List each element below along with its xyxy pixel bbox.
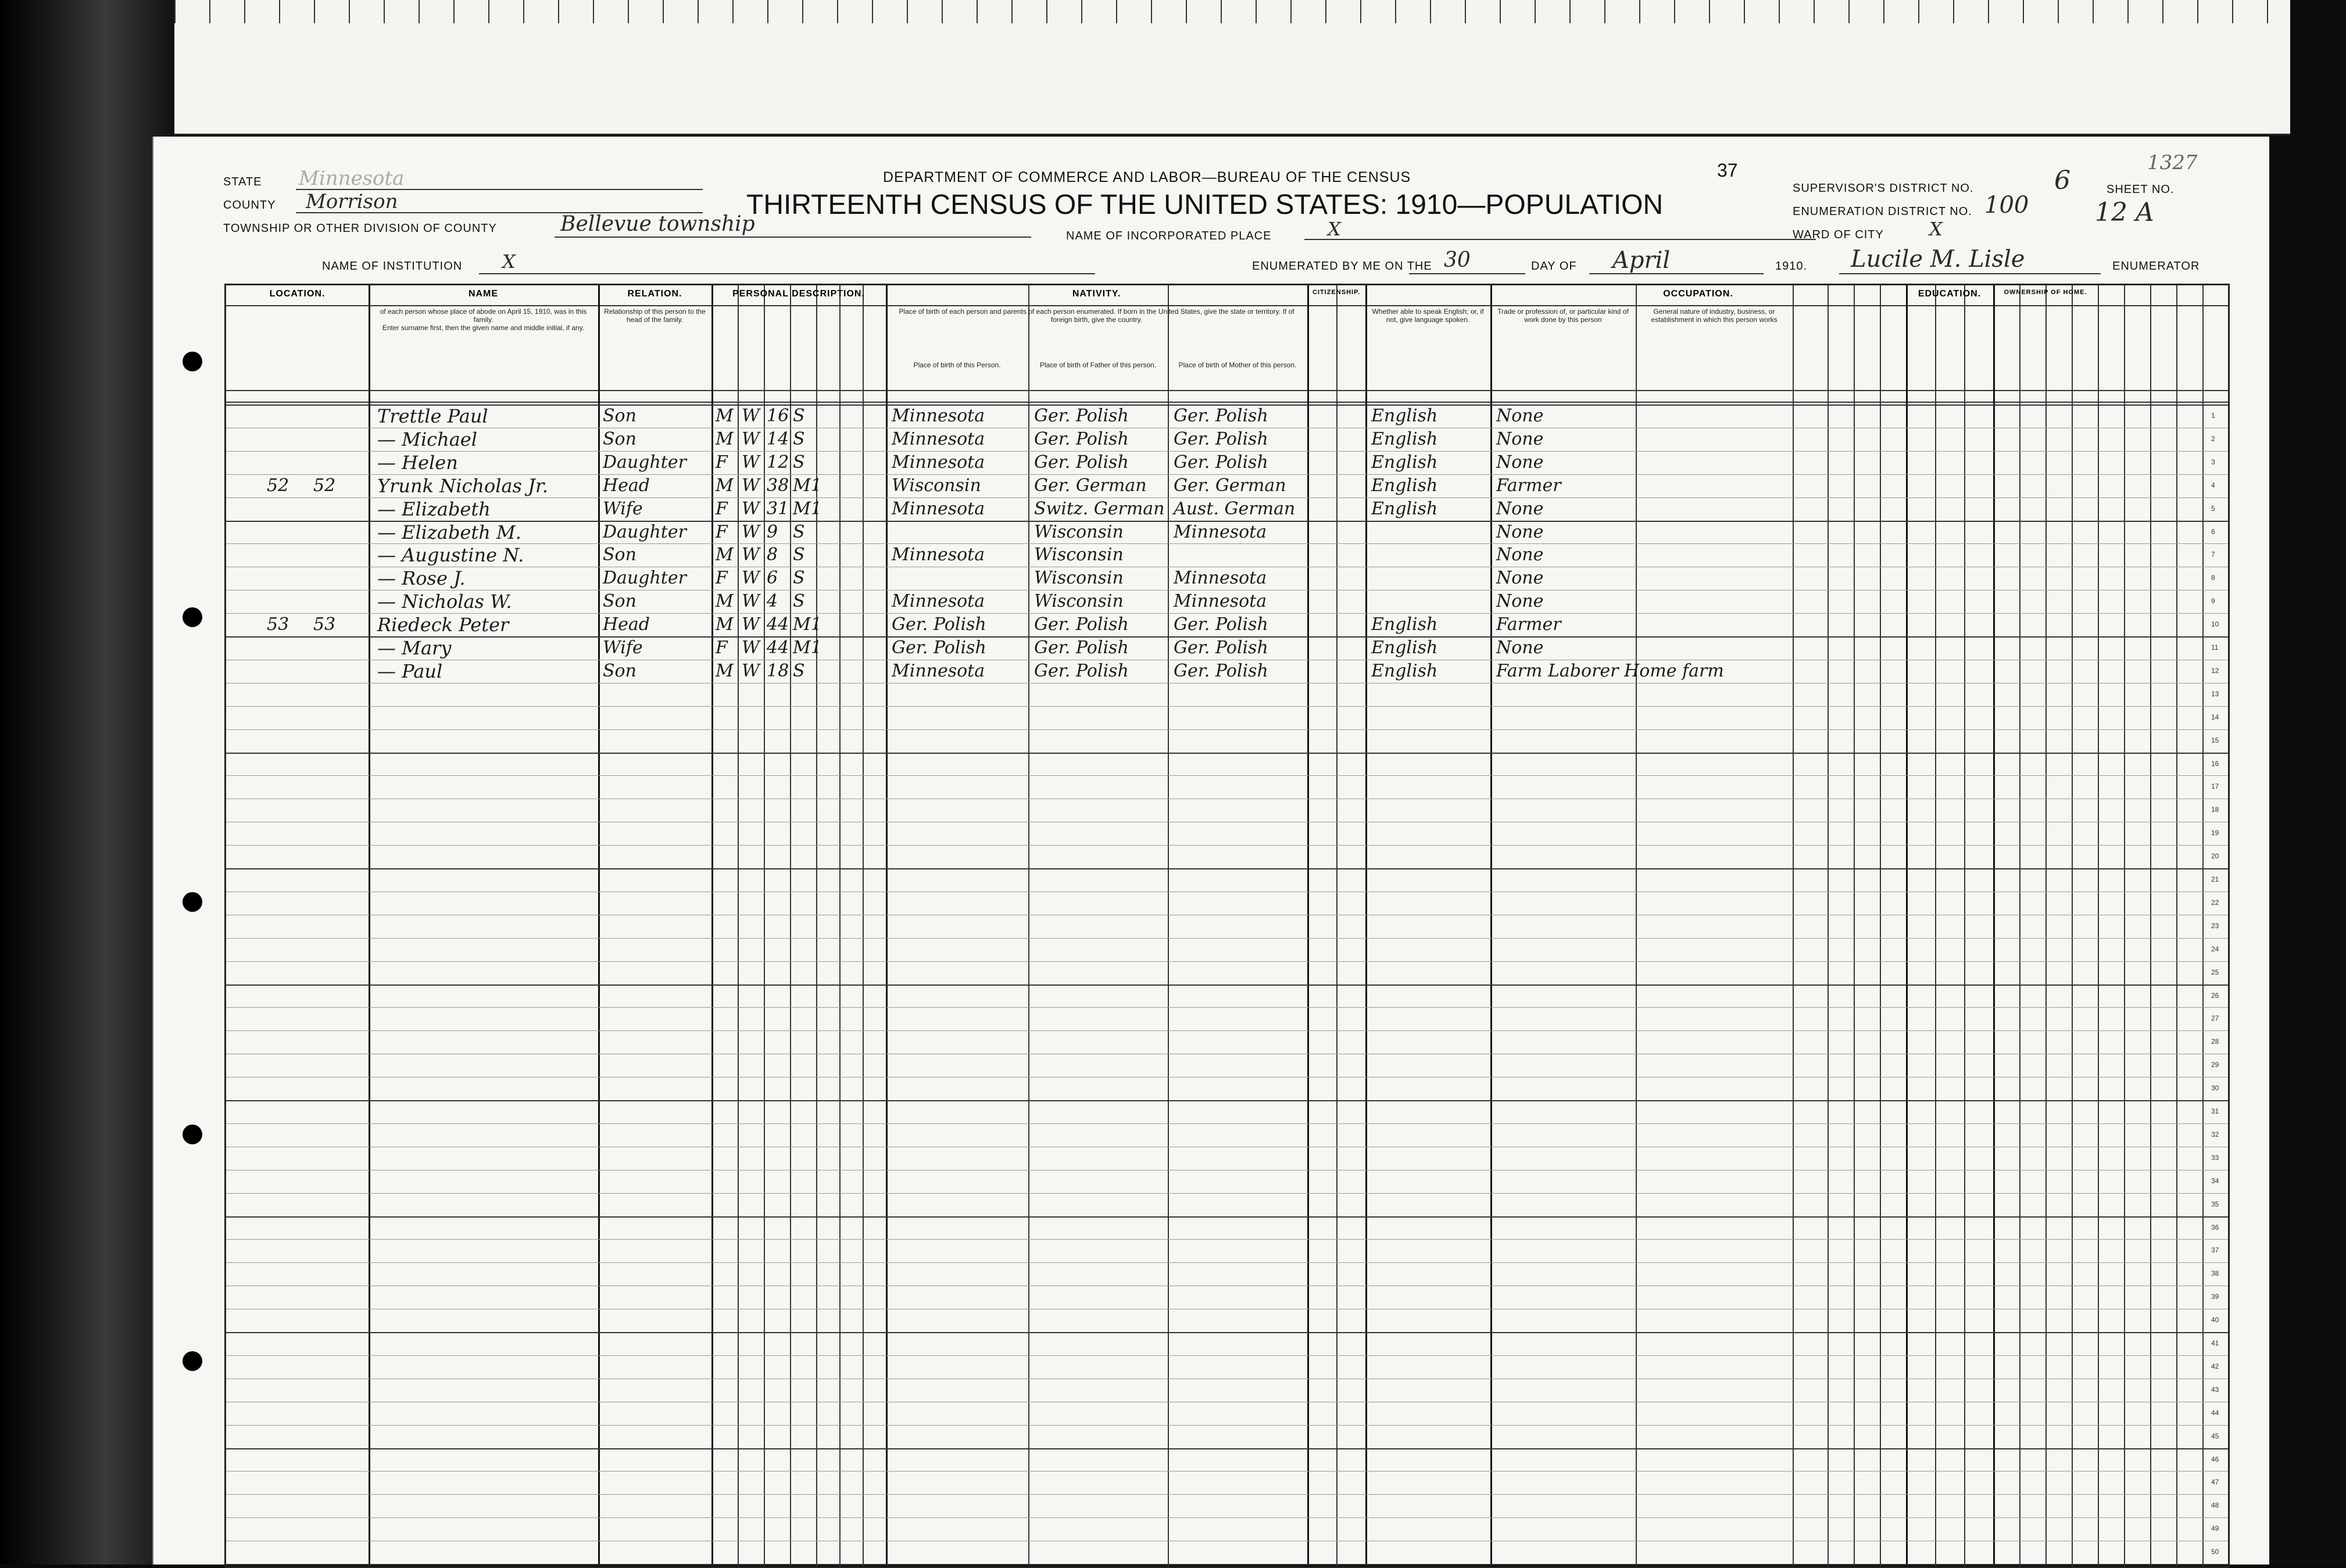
marital-status: S [793, 428, 805, 449]
family-number: 53 [313, 614, 336, 635]
race: W [742, 591, 760, 612]
race: W [742, 614, 760, 635]
supervisor-label: SUPERVISOR'S DISTRICT NO. [1793, 182, 1974, 195]
birthplace-person: Minnesota [892, 406, 985, 426]
age: 16 [767, 406, 789, 426]
line-number: 19 [2211, 829, 2219, 837]
birthplace-mother: Minnesota [1174, 591, 1267, 612]
age: 4 [767, 591, 778, 612]
relation: Son [603, 660, 636, 681]
person-name: — Michael [377, 428, 477, 450]
race: W [742, 498, 760, 519]
sex: M [716, 475, 734, 496]
occupation: None [1496, 545, 1544, 565]
punch-hole [183, 892, 202, 912]
film-edge-right [2270, 0, 2346, 1565]
sex: F [716, 568, 728, 589]
enumerator-label: ENUMERATOR [2112, 260, 2200, 273]
race: W [742, 428, 760, 449]
occupation: Farmer [1496, 475, 1561, 496]
line-number: 37 [2211, 1246, 2219, 1255]
incorporated-value: X [1328, 218, 1341, 240]
birthplace-father: Wisconsin [1034, 568, 1124, 589]
trade-header: Trade or profession of, or particular kind of work done by this person [1497, 307, 1629, 324]
birthplace-mother: Ger. Polish [1174, 638, 1268, 658]
line-number: 36 [2211, 1223, 2219, 1232]
line-number: 44 [2211, 1408, 2219, 1417]
birthplace-father: Wisconsin [1034, 591, 1124, 612]
line-number: 15 [2211, 736, 2219, 744]
person-name: — Helen [377, 451, 458, 474]
line-number: 20 [2211, 852, 2219, 861]
line-number: 24 [2211, 944, 2219, 953]
line-number: 49 [2211, 1524, 2219, 1533]
line-number: 35 [2211, 1200, 2219, 1208]
birthplace-father: Ger. Polish [1034, 452, 1129, 472]
sex: M [716, 660, 734, 681]
language-header: Whether able to speak English; or, if not, give language spoken. [1372, 307, 1484, 324]
line-number: 46 [2211, 1455, 2219, 1463]
language: English [1371, 614, 1438, 635]
birthplace-person: Minnesota [892, 660, 985, 681]
marital-status: S [793, 591, 805, 612]
year-label: 1910. [1775, 260, 1808, 273]
race: W [742, 475, 760, 496]
birthplace-mother: Ger. Polish [1174, 614, 1268, 635]
section-name: NAME [468, 289, 499, 299]
section-location: LOCATION. [269, 289, 326, 299]
birthplace-person: Minnesota [892, 428, 985, 449]
birthplace-person: Minnesota [892, 545, 985, 565]
sex: M [716, 406, 734, 426]
person-name: — Paul [377, 660, 443, 682]
line-number: 47 [2211, 1478, 2219, 1487]
marital-status: M1 [793, 498, 822, 519]
relation: Daughter [603, 568, 686, 589]
section-relation: RELATION. [627, 289, 682, 299]
line-number: 2 [2211, 434, 2215, 443]
marital-status: S [793, 545, 805, 565]
age: 9 [767, 521, 778, 542]
line-number: 12 [2211, 666, 2219, 675]
industry-header: General nature of industry, business, or establishment in which this person works [1651, 307, 1778, 324]
age: 44 [767, 614, 789, 635]
nativity-col-mother: Place of birth of Mother of this person. [1178, 361, 1297, 369]
birthplace-person: Wisconsin [892, 475, 981, 496]
relation: Son [603, 406, 636, 426]
census-table [224, 284, 2230, 1568]
birthplace-father: Ger. Polish [1034, 660, 1129, 681]
birthplace-mother: Ger. German [1174, 475, 1286, 496]
punch-hole [183, 352, 202, 371]
line-number: 32 [2211, 1130, 2219, 1139]
birthplace-person: Ger. Polish [892, 638, 986, 658]
line-number: 8 [2211, 574, 2215, 582]
name-header: of each person whose place of abode on April 15, 1910, was in this family. Enter surname first, then the given name and middle initial, if any. [380, 307, 587, 332]
race: W [742, 406, 760, 426]
birthplace-mother: Ger. Polish [1174, 406, 1268, 426]
person-name: Riedeck Peter [377, 614, 509, 636]
county-label: COUNTY [223, 199, 276, 212]
birthplace-father: Ger. German [1034, 475, 1147, 496]
township-label: TOWNSHIP OR OTHER DIVISION OF COUNTY [223, 222, 497, 235]
marital-status: S [793, 568, 805, 589]
birthplace-person: Ger. Polish [892, 614, 986, 635]
age: 8 [767, 545, 778, 565]
relation-header: Relationship of this person to the head of the family. [604, 307, 706, 324]
person-name: Yrunk Nicholas Jr. [377, 474, 548, 497]
sex: F [716, 452, 728, 472]
institution-label: NAME OF INSTITUTION [322, 260, 463, 273]
person-name: — Nicholas W. [377, 590, 512, 613]
dwelling-number: 53 [267, 614, 289, 635]
occupation: None [1496, 591, 1544, 612]
race: W [742, 452, 760, 472]
person-name: — Mary [377, 637, 452, 659]
line-number: 39 [2211, 1293, 2219, 1301]
department-heading: DEPARTMENT OF COMMERCE AND LABOR—BUREAU OF THE CENSUS [883, 169, 1411, 185]
line-number: 10 [2211, 620, 2219, 629]
language: English [1371, 406, 1438, 426]
person-name: — Elizabeth M. [377, 521, 521, 543]
enumerator-name: Lucile M. Lisle [1851, 246, 2025, 273]
punch-hole [183, 1125, 202, 1144]
race: W [742, 568, 760, 589]
line-number: 14 [2211, 713, 2219, 721]
relation: Wife [603, 638, 643, 658]
section-occupation: OCCUPATION. [1663, 289, 1733, 299]
occupation: Farm Laborer Home farm [1496, 660, 1724, 681]
section-nativity: NATIVITY. [1072, 289, 1121, 299]
birthplace-father: Ger. Polish [1034, 614, 1129, 635]
relation: Wife [603, 498, 643, 519]
marital-status: S [793, 521, 805, 542]
line-number: 50 [2211, 1548, 2219, 1556]
line-number: 30 [2211, 1084, 2219, 1093]
language: English [1371, 638, 1438, 658]
sex: M [716, 428, 734, 449]
line-number: 22 [2211, 898, 2219, 907]
language: English [1371, 660, 1438, 681]
punch-hole [183, 607, 202, 627]
line-number: 34 [2211, 1176, 2219, 1185]
line-number: 11 [2211, 643, 2219, 651]
age: 6 [767, 568, 778, 589]
occupation: None [1496, 406, 1544, 426]
nativity-header: Place of birth of each person and parents of each person enumerated. If born in the United States, give the state or territory. If of foreign birth, give the country. [899, 307, 1294, 324]
line-number: 48 [2211, 1501, 2219, 1510]
census-sheet [152, 137, 2269, 1565]
enumeration-value: 100 [1984, 192, 2029, 219]
relation: Son [603, 591, 636, 612]
line-number: 27 [2211, 1014, 2219, 1023]
line-number: 38 [2211, 1269, 2219, 1278]
section-ownership: OWNERSHIP OF HOME. [2004, 289, 2087, 296]
sex: M [716, 545, 734, 565]
marital-status: M1 [793, 614, 822, 635]
enumerated-label: ENUMERATED BY ME ON THE [1252, 260, 1432, 273]
line-number: 28 [2211, 1037, 2219, 1046]
age: 18 [767, 660, 789, 681]
line-number: 23 [2211, 921, 2219, 930]
punch-hole [183, 1351, 202, 1371]
line-number: 16 [2211, 759, 2219, 768]
relation: Son [603, 545, 636, 565]
enumerated-month: April [1612, 247, 1671, 274]
relation: Daughter [603, 452, 686, 472]
birthplace-person: Minnesota [892, 452, 985, 472]
birthplace-father: Wisconsin [1034, 521, 1124, 542]
birthplace-mother: Ger. Polish [1174, 428, 1268, 449]
line-number: 33 [2211, 1153, 2219, 1162]
birthplace-mother: Minnesota [1174, 568, 1267, 589]
person-name: — Augustine N. [377, 544, 524, 567]
relation: Son [603, 428, 636, 449]
sex: F [716, 521, 728, 542]
enumeration-label: ENUMERATION DISTRICT NO. [1793, 205, 1972, 218]
birthplace-mother: Ger. Polish [1174, 452, 1268, 472]
birthplace-father: Ger. Polish [1034, 406, 1129, 426]
sex: M [716, 591, 734, 612]
state-value: Minnesota [299, 167, 405, 190]
incorporated-label: NAME OF INCORPORATED PLACE [1066, 230, 1272, 242]
line-number: 1 [2211, 411, 2215, 420]
enumerated-day: 30 [1444, 248, 1471, 272]
occupation: None [1496, 428, 1544, 449]
birthplace-father: Ger. Polish [1034, 638, 1129, 658]
relation: Head [603, 475, 650, 496]
birthplace-mother: Ger. Polish [1174, 660, 1268, 681]
state-label: STATE [223, 176, 262, 188]
race: W [742, 545, 760, 565]
line-number: 6 [2211, 527, 2215, 536]
marital-status: M1 [793, 475, 822, 496]
language: English [1371, 428, 1438, 449]
sheet-value: 12 A [2095, 198, 2154, 227]
age: 14 [767, 428, 789, 449]
county-value: Morrison [306, 190, 398, 213]
form-title: THIRTEENTH CENSUS OF THE UNITED STATES: 1910—POPULATION [746, 189, 1664, 220]
age: 44 [767, 638, 789, 658]
line-number: 29 [2211, 1061, 2219, 1069]
person-name: Trettle Paul [377, 405, 488, 427]
birthplace-mother: Minnesota [1174, 521, 1267, 542]
institution-value: X [502, 250, 516, 273]
line-number: 9 [2211, 597, 2215, 606]
line-number: 21 [2211, 875, 2219, 883]
occupation: None [1496, 521, 1544, 542]
occupation: Farmer [1496, 614, 1561, 635]
race: W [742, 638, 760, 658]
sex: F [716, 498, 728, 519]
film-edge-left [0, 0, 174, 1565]
ward-label: WARD OF CITY [1793, 228, 1884, 241]
birthplace-father: Switz. German [1034, 498, 1165, 519]
birthplace-person: Minnesota [892, 591, 985, 612]
marital-status: M1 [793, 638, 822, 658]
birthplace-mother: Aust. German [1174, 498, 1296, 519]
occupation: None [1496, 638, 1544, 658]
line-number: 3 [2211, 457, 2215, 466]
section-citizenship: CITIZENSHIP. [1312, 289, 1361, 296]
race: W [742, 521, 760, 542]
relation: Head [603, 614, 650, 635]
section-education: EDUCATION. [1918, 289, 1982, 299]
marital-status: S [793, 452, 805, 472]
line-number: 25 [2211, 968, 2219, 976]
occupation: None [1496, 452, 1544, 472]
line-number: 43 [2211, 1385, 2219, 1394]
ward-value: X [1929, 218, 1943, 240]
relation: Daughter [603, 521, 686, 542]
language: English [1371, 475, 1438, 496]
line-number: 40 [2211, 1316, 2219, 1324]
language: English [1371, 498, 1438, 519]
line-number: 17 [2211, 782, 2219, 791]
person-name: — Elizabeth [377, 497, 491, 520]
supervisor-value: 6 [2054, 166, 2070, 195]
dwelling-number: 52 [267, 475, 289, 496]
line-number: 13 [2211, 689, 2219, 698]
sex: M [716, 614, 734, 635]
age: 31 [767, 498, 789, 519]
nativity-col-father: Place of birth of Father of this person. [1039, 361, 1157, 369]
marital-status: S [793, 406, 805, 426]
line-number: 26 [2211, 991, 2219, 1000]
line-number: 18 [2211, 806, 2219, 814]
age: 12 [767, 452, 789, 472]
person-name: — Rose J. [377, 567, 466, 590]
line-number: 5 [2211, 504, 2215, 513]
line-number: 41 [2211, 1339, 2219, 1347]
line-number: 45 [2211, 1431, 2219, 1440]
sheet-number: 37 [1717, 160, 1738, 181]
marital-status: S [793, 660, 805, 681]
line-number: 31 [2211, 1107, 2219, 1115]
line-number: 42 [2211, 1362, 2219, 1370]
age: 38 [767, 475, 789, 496]
page-stamp: 1327 [2147, 151, 2198, 174]
line-number: 4 [2211, 481, 2215, 489]
sex: F [716, 638, 728, 658]
race: W [742, 660, 760, 681]
birthplace-father: Ger. Polish [1034, 428, 1129, 449]
birthplace-person: Minnesota [892, 498, 985, 519]
birthplace-father: Wisconsin [1034, 545, 1124, 565]
line-number: 7 [2211, 550, 2215, 559]
previous-page-strip [174, 0, 2290, 135]
language: English [1371, 452, 1438, 472]
occupation: None [1496, 568, 1544, 589]
section-personal: PERSONAL DESCRIPTION. [732, 289, 865, 299]
day-of-label: DAY OF [1531, 260, 1577, 273]
sheet-no-label: SHEET NO. [2107, 183, 2175, 196]
family-number: 52 [313, 475, 336, 496]
nativity-col-person: Place of birth of this Person. [913, 361, 1001, 369]
township-value: Bellevue township [560, 212, 755, 236]
occupation: None [1496, 498, 1544, 519]
